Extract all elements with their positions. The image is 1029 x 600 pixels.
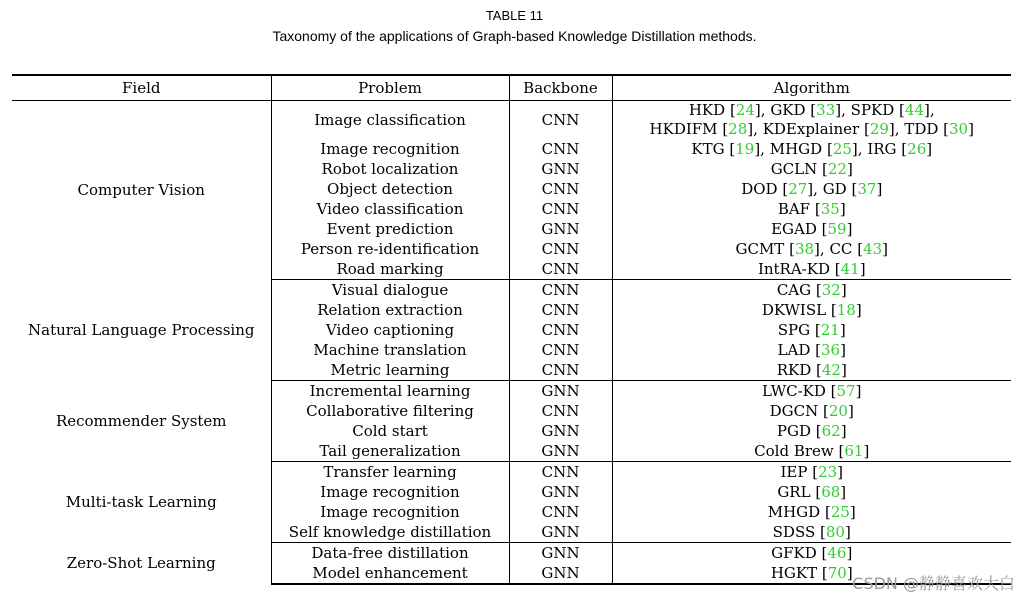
algorithm-cell: DGCN [20]: [612, 401, 1011, 421]
backbone-cell: CNN: [509, 462, 612, 483]
taxonomy-table: [12, 74, 1011, 585]
algorithm-cell: IEP [23]: [612, 462, 1011, 483]
algorithm-name: PGD: [776, 421, 812, 440]
header-backbone: Backbone: [509, 75, 612, 101]
citation-link[interactable]: 42: [821, 360, 841, 379]
backbone-cell: GNN: [509, 441, 612, 462]
citation-link[interactable]: 38: [794, 239, 815, 258]
citation-link[interactable]: 22: [827, 159, 847, 178]
algorithm-name: DOD: [741, 179, 778, 198]
algorithm-name: MHGD: [767, 502, 821, 521]
backbone-cell: CNN: [509, 340, 612, 360]
citation-link[interactable]: 37: [857, 179, 877, 198]
algorithm-cell: MHGD [25]: [612, 502, 1011, 522]
algorithm-cell: CAG [32]: [612, 280, 1011, 301]
algorithm-cell: GCLN [22]: [612, 159, 1011, 179]
algorithm-name: BAF: [777, 199, 811, 218]
backbone-cell: GNN: [509, 219, 612, 239]
table-row: [12, 462, 1011, 483]
backbone-cell: GNN: [509, 522, 612, 543]
backbone-cell: CNN: [509, 401, 612, 421]
header-algorithm: Algorithm: [612, 75, 1011, 101]
algorithm-cell: LWC-KD [57]: [612, 381, 1011, 402]
citation-link[interactable]: 21: [820, 320, 840, 339]
algorithm-name: HKDIFM: [649, 120, 718, 138]
problem-cell: Image recognition: [271, 502, 509, 522]
problem-cell: Incremental learning: [271, 381, 509, 402]
algorithm-name: GKD: [770, 101, 806, 119]
algorithm-cell: GFKD [46]: [612, 543, 1011, 564]
algorithm-name: RKD: [776, 360, 812, 379]
problem-cell: Self knowledge distillation: [271, 522, 509, 543]
citation-link[interactable]: 70: [827, 563, 847, 582]
backbone-cell: CNN: [509, 101, 612, 140]
algorithm-name: LWC-KD: [762, 381, 826, 400]
algorithm-cell: RKD [42]: [612, 360, 1011, 381]
problem-cell: Image classification: [271, 101, 509, 140]
algorithm-cell: PGD [62]: [612, 421, 1011, 441]
algorithm-name: DKWISL: [761, 300, 827, 319]
citation-link[interactable]: 43: [863, 239, 883, 258]
backbone-cell: CNN: [509, 502, 612, 522]
field-cell: Recommender System: [55, 412, 227, 430]
field-cell: Computer Vision: [77, 181, 205, 200]
backbone-cell: GNN: [509, 482, 612, 502]
problem-cell: Image recognition: [271, 482, 509, 502]
algorithm-name: KDExplainer: [762, 120, 860, 138]
problem-cell: Tail generalization: [271, 441, 509, 462]
table-body: [12, 101, 1011, 585]
problem-cell: Object detection: [271, 179, 509, 199]
backbone-cell: CNN: [509, 300, 612, 320]
citation-link[interactable]: 41: [840, 259, 860, 278]
algorithm-name: GFKD: [771, 543, 817, 562]
table-caption: Taxonomy of the applications of Graph-based Knowledge Distillation methods.: [272, 28, 757, 44]
algorithm-name: TDD: [904, 120, 939, 138]
citation-link[interactable]: 26: [907, 139, 927, 158]
algorithm-name: EGAD: [771, 219, 817, 238]
citation-link[interactable]: 30: [949, 120, 969, 138]
algorithm-cell: HKD [24], GKD [33], SPKD [44], HKDIFM [28], KDExplainer [29], TDD [30]: [612, 101, 1011, 140]
algorithm-cell: HGKT [70]: [612, 563, 1011, 584]
algorithm-name: GRL: [777, 482, 811, 501]
citation-link[interactable]: 80: [825, 522, 845, 541]
algorithm-name: HGKT: [770, 563, 818, 582]
algorithm-name: GD: [822, 179, 847, 198]
algorithm-cell: DKWISL [18]: [612, 300, 1011, 320]
algorithm-name: Cold Brew: [754, 441, 834, 460]
citation-link[interactable]: 25: [832, 139, 852, 158]
backbone-cell: GNN: [509, 563, 612, 584]
problem-cell: Collaborative filtering: [271, 401, 509, 421]
backbone-cell: CNN: [509, 280, 612, 301]
citation-link[interactable]: 35: [820, 199, 840, 218]
citation-link[interactable]: 44: [904, 101, 924, 119]
algorithm-cell: LAD [36]: [612, 340, 1011, 360]
backbone-cell: CNN: [509, 179, 612, 199]
table-row: [12, 101, 1011, 140]
citation-link[interactable]: 28: [728, 120, 748, 138]
header-problem: Problem: [271, 75, 509, 101]
citation-link[interactable]: 19: [735, 139, 755, 158]
problem-cell: Machine translation: [271, 340, 509, 360]
algorithm-cell: Cold Brew [61]: [612, 441, 1011, 462]
algorithm-name: IRG: [867, 139, 897, 158]
citation-link[interactable]: 18: [836, 300, 856, 319]
algorithm-name: KTG: [691, 139, 725, 158]
table-row: [12, 381, 1011, 402]
table-number: TABLE 11: [485, 8, 544, 23]
problem-cell: Transfer learning: [271, 462, 509, 483]
citation-link[interactable]: 59: [827, 219, 847, 238]
citation-link[interactable]: 33: [816, 101, 836, 119]
problem-cell: Road marking: [271, 259, 509, 280]
algorithm-name: SDSS: [772, 522, 816, 541]
field-cell: Multi-task Learning: [65, 493, 217, 511]
algorithm-cell: BAF [35]: [612, 199, 1011, 219]
backbone-cell: GNN: [509, 159, 612, 179]
citation-link[interactable]: 57: [836, 381, 856, 400]
problem-cell: Robot localization: [271, 159, 509, 179]
backbone-cell: GNN: [509, 543, 612, 564]
algorithm-cell: GRL [68]: [612, 482, 1011, 502]
header-field: Field: [12, 75, 271, 101]
citation-link[interactable]: 46: [827, 543, 847, 562]
field-cell: Natural Language Processing: [28, 321, 255, 339]
table-row: [12, 543, 1011, 564]
problem-cell: Video classification: [271, 199, 509, 219]
citation-link[interactable]: 29: [869, 120, 889, 138]
algorithm-name: GCMT: [735, 239, 785, 258]
algorithm-cell: DOD [27], GD [37]: [612, 179, 1011, 199]
backbone-cell: CNN: [509, 239, 612, 259]
algorithm-name: GCLN: [770, 159, 818, 178]
field-cell: Zero-Shot Learning: [66, 554, 216, 573]
problem-cell: Data-free distillation: [271, 543, 509, 564]
citation-link[interactable]: 68: [821, 482, 841, 501]
algorithm-name: DGCN: [769, 401, 819, 420]
algorithm-cell: GCMT [38], CC [43]: [612, 239, 1011, 259]
algorithm-name: IEP: [780, 462, 808, 481]
citation-link[interactable]: 27: [788, 179, 808, 198]
algorithm-name: SPKD: [850, 101, 895, 119]
backbone-cell: CNN: [509, 259, 612, 280]
problem-cell: Event prediction: [271, 219, 509, 239]
algorithm-name: SPG: [777, 320, 811, 339]
backbone-cell: GNN: [509, 421, 612, 441]
problem-cell: Model enhancement: [271, 563, 509, 584]
algorithm-name: LAD: [777, 340, 811, 359]
algorithm-name: IntRA-KD: [757, 259, 830, 278]
watermark: CSDN @静静喜欢大白: [852, 574, 1015, 593]
problem-cell: Relation extraction: [271, 300, 509, 320]
problem-cell: Visual dialogue: [271, 280, 509, 301]
backbone-cell: CNN: [509, 199, 612, 219]
header-row: [12, 75, 1011, 101]
citation-link[interactable]: 24: [735, 101, 755, 119]
algorithm-cell: EGAD [59]: [612, 219, 1011, 239]
citation-link[interactable]: 23: [818, 462, 838, 481]
citation-link[interactable]: 62: [821, 421, 841, 440]
algorithm-name: CAG: [776, 280, 812, 299]
algorithm-cell: IntRA-KD [41]: [612, 259, 1011, 280]
algorithm-cell: SPG [21]: [612, 320, 1011, 340]
citation-link[interactable]: 32: [821, 280, 841, 299]
problem-cell: Video captioning: [271, 320, 509, 340]
algorithm-name: CC: [829, 239, 853, 258]
backbone-cell: CNN: [509, 320, 612, 340]
problem-cell: Cold start: [271, 421, 509, 441]
backbone-cell: GNN: [509, 381, 612, 402]
algorithm-cell: SDSS [80]: [612, 522, 1011, 543]
problem-cell: Metric learning: [271, 360, 509, 381]
algorithm-cell: KTG [19], MHGD [25], IRG [26]: [612, 139, 1011, 159]
citation-link[interactable]: 61: [844, 441, 864, 460]
backbone-cell: CNN: [509, 360, 612, 381]
algorithm-name: HKD: [688, 101, 726, 119]
citation-link[interactable]: 36: [821, 340, 841, 359]
problem-cell: Person re-identification: [271, 239, 509, 259]
problem-cell: Image recognition: [271, 139, 509, 159]
table-row: [12, 280, 1011, 301]
citation-link[interactable]: 20: [828, 401, 848, 420]
citation-link[interactable]: 25: [830, 502, 850, 521]
algorithm-name: MHGD: [769, 139, 823, 158]
backbone-cell: CNN: [509, 139, 612, 159]
